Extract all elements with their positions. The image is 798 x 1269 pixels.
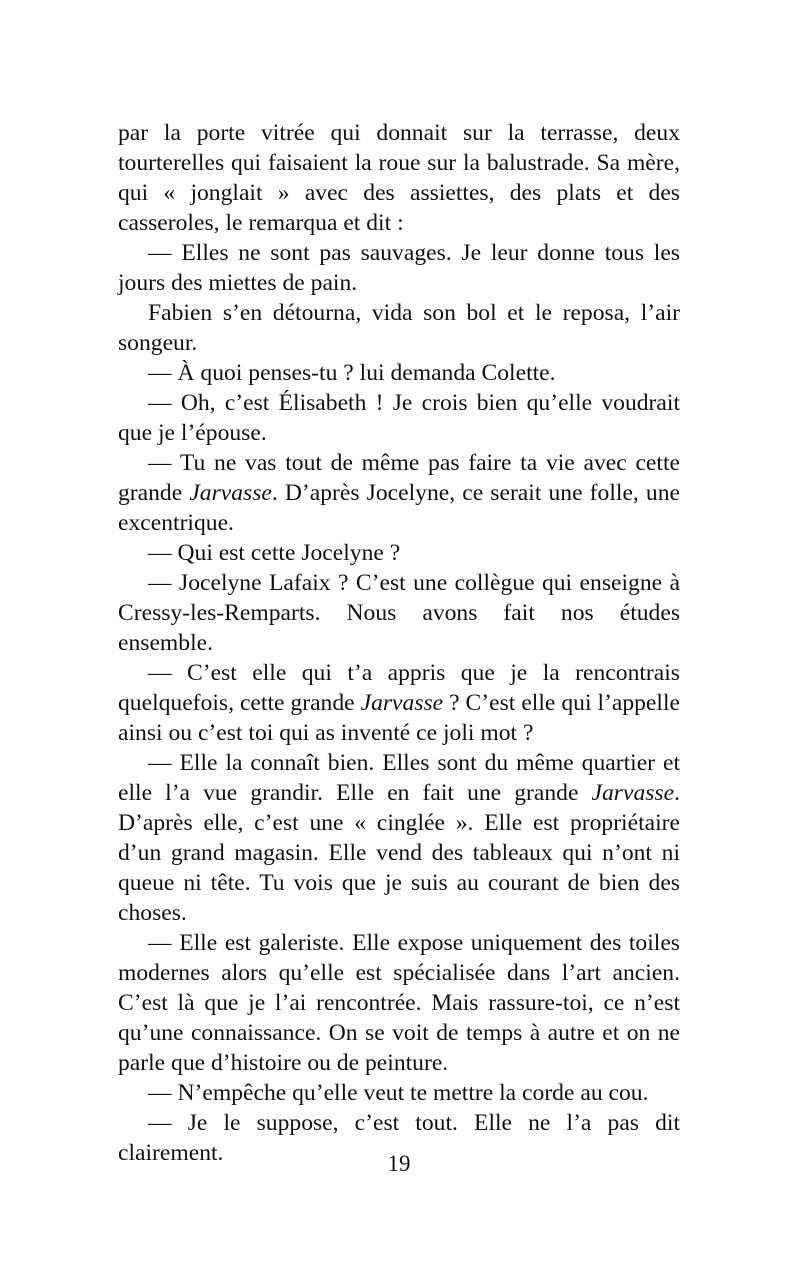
text-run: — N’empêche qu’elle veut te mettre la corde au cou. xyxy=(148,1080,649,1106)
text-run: — Oh, c’est Élisabeth ! Je crois bien qu’elle voudrait que je l’épouse. xyxy=(118,390,680,446)
paragraph xyxy=(118,358,680,388)
text-run: — À quoi penses-tu ? lui demanda Colette. xyxy=(148,360,556,386)
italic-text: Jarvasse xyxy=(189,480,272,506)
text-run: — Elle est galeriste. Elle expose uniquement des toiles modernes alors qu’elle est spécialisée dans l’art ancien. C’est là que je l’ai rencontrée. Mais rassure-toi, ce n’est qu’une connaissance. On se voit de temps à autre et on ne parle que d’histoire ou de peinture. xyxy=(118,930,680,1076)
text-run: — Tu ne vas tout de même pas faire ta vie avec cette grande xyxy=(118,450,680,506)
text-run: par la porte vitrée qui donnait sur la terrasse, deux tourterelles qui faisaient la roue sur la balustrade. Sa mère, qui « jonglait » avec des assiettes, des plats et des casseroles, le remarqua et dit : xyxy=(118,120,680,236)
italic-text: Jarvasse xyxy=(360,690,444,716)
text-run: — Je le suppose, c’est tout. Elle ne l’a pas dit clairement. xyxy=(118,1110,680,1166)
text-run: . D’après elle, c’est une « cinglée ». Elle est propriétaire d’un grand magasin. Elle vend des tableaux qui n’ont ni queue ni tête. Tu vois que je suis au courant de bien des choses. xyxy=(118,780,680,926)
paragraph xyxy=(118,748,680,928)
page-body xyxy=(118,118,680,1168)
paragraph xyxy=(118,658,680,748)
page-number: 19 xyxy=(387,1151,411,1176)
text-run: ? C’est elle qui l’appelle ainsi ou c’est toi qui as inventé ce joli mot ? xyxy=(118,690,680,746)
text-run: Fabien s’en détourna, vida son bol et le reposa, l’air songeur. xyxy=(118,300,680,356)
text-run: — Qui est cette Jocelyne ? xyxy=(148,540,401,566)
text-run: — Elle la connaît bien. Elles sont du même quartier et elle l’a vue grandir. Elle en fait une grande xyxy=(118,750,680,806)
paragraph xyxy=(118,388,680,448)
paragraph xyxy=(118,118,680,238)
paragraph xyxy=(118,1078,680,1108)
paragraph xyxy=(118,928,680,1078)
text-run: . D’après Jocelyne, ce serait une folle, une excentrique. xyxy=(118,480,681,536)
text-run: — C’est elle qui t’a appris que je la rencontrais quelquefois, cette grande xyxy=(118,660,680,716)
paragraph xyxy=(118,568,680,658)
italic-text: Jarvasse xyxy=(591,780,675,806)
paragraph xyxy=(118,238,680,298)
paragraph xyxy=(118,448,680,538)
paragraph xyxy=(118,298,680,358)
text-run: — Elles ne sont pas sauvages. Je leur donne tous les jours des miettes de pain. xyxy=(118,240,680,296)
paragraph xyxy=(118,538,680,568)
text-run: — Jocelyne Lafaix ? C’est une collègue qui enseigne à Cressy-les-Remparts. Nous avons fait nos études ensemble. xyxy=(118,570,680,656)
